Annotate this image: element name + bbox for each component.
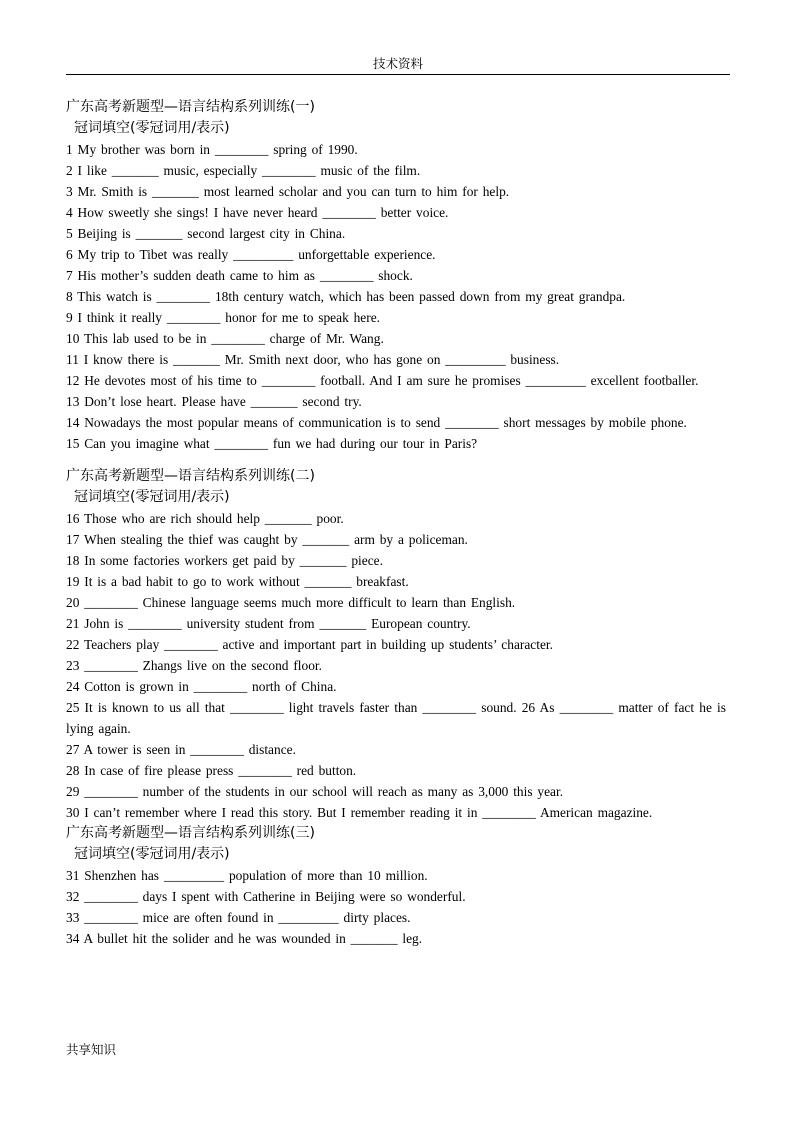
- question-item: 19 It is a bad habit to go to work without _______ breakfast.: [66, 574, 409, 589]
- section-subtitle: 冠词填空(零冠词用/表示): [74, 846, 230, 862]
- question-item: 31 Shenzhen has _________ population of more than 10 million.: [66, 868, 428, 883]
- question-item: 30 I can’t remember where I read this story. But I remember reading it in ________ American magazine.: [66, 805, 653, 820]
- question-item: 3 Mr. Smith is _______ most learned scholar and you can turn to him for help.: [66, 184, 510, 199]
- question-item: 17 When stealing the thief was caught by _______ arm by a policeman.: [66, 532, 468, 547]
- question-item: 8 This watch is ________ 18th century watch, which has been passed down from my great grandpa.: [66, 289, 626, 304]
- question-item: 11 I know there is _______ Mr. Smith next door, who has gone on _________ business.: [66, 352, 560, 367]
- question-item: 25 It is known to us all that ________ light travels faster than ________ sound. 26 As ________ matter of fact he is lying again.: [66, 700, 726, 736]
- header-rule: [66, 74, 730, 75]
- question-item: 33 ________ mice are often found in _________ dirty places.: [66, 910, 411, 925]
- page-footer: 共享知识: [66, 1042, 117, 1057]
- page-header: 技术资料: [372, 56, 423, 71]
- exercise-section-3: [66, 823, 726, 949]
- question-item: 12 He devotes most of his time to ________ football. And I am sure he promises _________ excellent footballer.: [66, 373, 699, 388]
- question-item: 28 In case of fire please press ________ red button.: [66, 763, 357, 778]
- question-item: 27 A tower is seen in ________ distance.: [66, 742, 296, 757]
- question-item: 10 This lab used to be in ________ charge of Mr. Wang.: [66, 331, 384, 346]
- question-item: 9 I think it really ________ honor for me to speak here.: [66, 310, 380, 325]
- section-title: 广东高考新题型—语言结构系列训练(三): [66, 825, 315, 841]
- question-item: 5 Beijing is _______ second largest city in China.: [66, 226, 346, 241]
- question-item: 7 His mother’s sudden death came to him as ________ shock.: [66, 268, 413, 283]
- section-subtitle: 冠词填空(零冠词用/表示): [74, 489, 230, 505]
- exercise-section-1: [66, 97, 726, 454]
- question-item: 22 Teachers play ________ active and important part in building up students’ character.: [66, 637, 553, 652]
- question-item: 4 How sweetly she sings! I have never heard ________ better voice.: [66, 205, 449, 220]
- question-item: 20 ________ Chinese language seems much more difficult to learn than English.: [66, 595, 516, 610]
- question-item: 2 I like _______ music, especially ________ music of the film.: [66, 163, 421, 178]
- section-title: 广东高考新题型—语言结构系列训练(一): [66, 99, 315, 115]
- question-item: 13 Don’t lose heart. Please have _______ second try.: [66, 394, 362, 409]
- exercise-section-2: [66, 466, 726, 823]
- document-content: [66, 97, 726, 949]
- question-item: 32 ________ days I spent with Catherine in Beijing were so wonderful.: [66, 889, 466, 904]
- question-item: 6 My trip to Tibet was really _________ unforgettable experience.: [66, 247, 436, 262]
- question-item: 16 Those who are rich should help _______ poor.: [66, 511, 344, 526]
- question-item: 21 John is ________ university student from _______ European country.: [66, 616, 471, 631]
- question-item: 29 ________ number of the students in our school will reach as many as 3,000 this year.: [66, 784, 564, 799]
- question-item: 18 In some factories workers get paid by _______ piece.: [66, 553, 383, 568]
- question-item: 14 Nowadays the most popular means of communication is to send ________ short messages by mobile phone.: [66, 415, 687, 430]
- question-item: 24 Cotton is grown in ________ north of China.: [66, 679, 337, 694]
- section-subtitle: 冠词填空(零冠词用/表示): [74, 120, 230, 136]
- question-item: 15 Can you imagine what ________ fun we had during our tour in Paris?: [66, 436, 478, 451]
- question-item: 1 My brother was born in ________ spring of 1990.: [66, 142, 358, 157]
- question-item: 34 A bullet hit the solider and he was wounded in _______ leg.: [66, 931, 423, 946]
- section-title: 广东高考新题型—语言结构系列训练(二): [66, 468, 315, 484]
- question-item: 23 ________ Zhangs live on the second floor.: [66, 658, 322, 673]
